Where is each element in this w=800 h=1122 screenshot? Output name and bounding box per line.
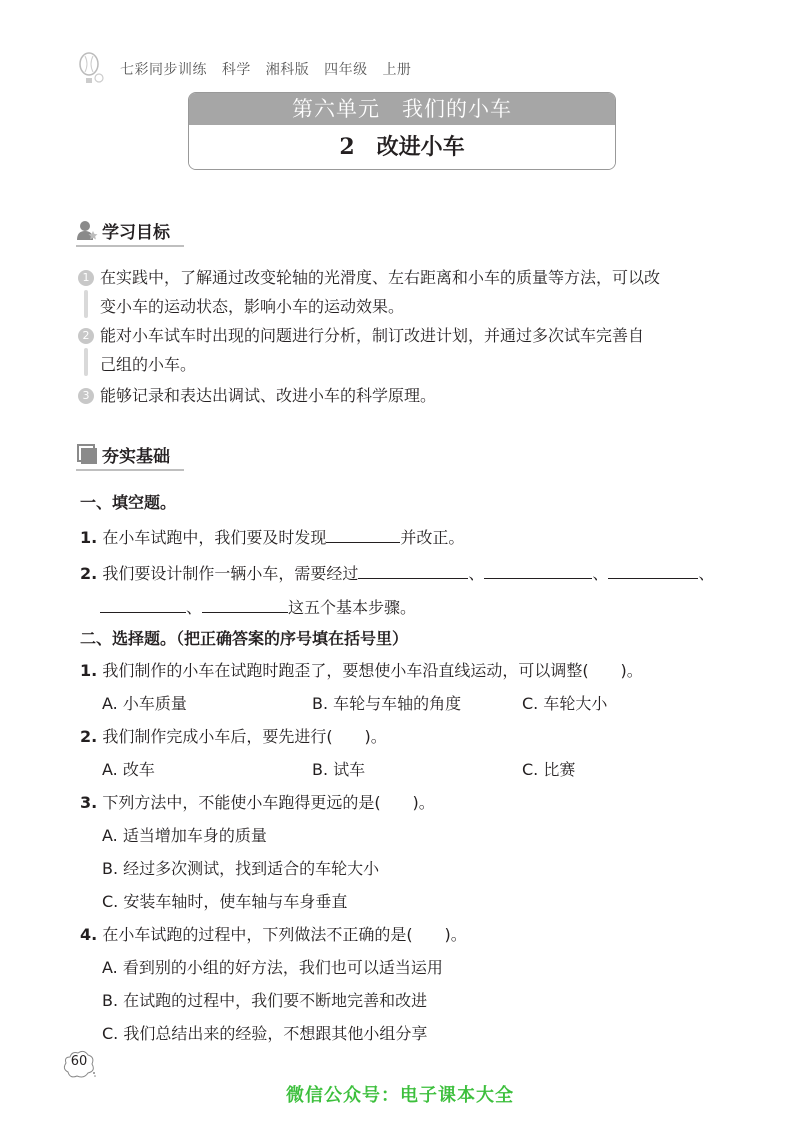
title-box — [188, 92, 616, 170]
option[interactable]: A. 适当增加车身的质量 — [102, 826, 267, 845]
footer-watermark: 微信公众号：电子课本大全 — [286, 1085, 514, 1106]
option[interactable]: C. 我们总结出来的经验，不想跟其他小组分享 — [102, 1024, 428, 1043]
objectives-heading: 学习目标 — [102, 223, 170, 243]
option[interactable]: A. 改车 — [102, 760, 155, 779]
separator: 、 — [592, 564, 609, 583]
header-grade: 四年级 — [324, 62, 368, 78]
separator: 、 — [186, 598, 203, 617]
objective-number: 2 — [78, 328, 94, 344]
objective-text: 变小车的运动状态，影响小车的运动效果。 — [100, 297, 405, 316]
objective-text: 己组的小车。 — [100, 355, 197, 374]
choice-question-2 — [80, 725, 387, 749]
choice-question-3 — [80, 791, 435, 815]
question-number: 2. — [80, 727, 98, 746]
objective-number: 3 — [78, 388, 94, 404]
question-text: 在小车试跑中，我们要及时发现 — [102, 528, 327, 547]
header-subject: 科学 — [221, 62, 251, 78]
fill-heading: 一、填空题。 — [80, 493, 177, 512]
question-number: 3. — [80, 793, 98, 812]
answer-blank[interactable] — [484, 560, 592, 579]
question-stem: 下列方法中，不能使小车跑得更远的是( )。 — [102, 793, 435, 812]
option[interactable]: A. 看到别的小组的好方法，我们也可以适当运用 — [102, 958, 443, 977]
question-stem: 我们制作的小车在试跑时跑歪了，要想使小车沿直线运动，可以调整( )。 — [102, 661, 643, 680]
question-number: 4. — [80, 925, 98, 944]
answer-blank[interactable] — [326, 524, 400, 543]
question-stem: 在小车试跑的过程中，下列做法不正确的是( )。 — [102, 925, 467, 944]
book-icon — [76, 443, 98, 465]
answer-blank[interactable] — [202, 594, 288, 613]
page-number: 60 — [70, 1054, 88, 1069]
question-text: 我们要设计制作一辆小车，需要经过 — [102, 564, 359, 583]
separator: 、 — [698, 564, 715, 583]
header-series: 七彩同步训练 — [120, 62, 207, 78]
option[interactable]: C. 比赛 — [522, 760, 576, 779]
objective-text: 在实践中，了解通过改变轮轴的光滑度、左右距离和小车的质量等方法，可以改 — [100, 268, 661, 287]
option[interactable]: B. 试车 — [312, 760, 366, 779]
choice-heading: 二、选择题。（把正确答案的序号填在括号里） — [80, 629, 409, 648]
question-text: 并改正。 — [400, 528, 465, 547]
fill-question-2 — [80, 560, 714, 586]
answer-blank[interactable] — [358, 560, 468, 579]
objective-text: 能够记录和表达出调试、改进小车的科学原理。 — [100, 386, 437, 405]
question-text: 这五个基本步骤。 — [288, 598, 417, 617]
question-stem: 我们制作完成小车后，要先进行( )。 — [102, 727, 387, 746]
answer-blank[interactable] — [100, 594, 186, 613]
balloon-logo-icon — [78, 52, 104, 86]
objective-bar — [84, 290, 88, 318]
question-number: 1. — [80, 528, 98, 547]
answer-blank[interactable] — [608, 560, 698, 579]
question-number: 1. — [80, 661, 98, 680]
option[interactable]: C. 车轮大小 — [522, 694, 608, 713]
choice-question-4 — [80, 923, 467, 947]
choice-question-1 — [80, 659, 643, 683]
header-edition: 湘科版 — [265, 62, 310, 78]
objective-bar — [84, 348, 88, 376]
unit-title: 第六单元 我们的小车 — [189, 93, 615, 125]
objectives-underline — [76, 245, 184, 247]
option[interactable]: B. 经过多次测试，找到适合的车轮大小 — [102, 859, 380, 878]
option[interactable]: A. 小车质量 — [102, 694, 187, 713]
option[interactable]: C. 安装车轴时，使车轴与车身垂直 — [102, 892, 348, 911]
header-text — [120, 59, 411, 79]
basics-heading: 夯实基础 — [102, 447, 170, 467]
header-volume: 上册 — [382, 62, 412, 78]
separator: 、 — [468, 564, 485, 583]
basics-underline — [76, 469, 184, 471]
student-star-icon — [76, 219, 98, 241]
lesson-title: 2 改进小车 — [189, 125, 615, 169]
fill-question-1 — [80, 524, 464, 550]
option[interactable]: B. 车轮与车轴的角度 — [312, 694, 462, 713]
question-number: 2. — [80, 564, 98, 583]
fill-question-2-cont — [100, 594, 416, 620]
option[interactable]: B. 在试跑的过程中，我们要不断地完善和改进 — [102, 991, 428, 1010]
objective-number: 1 — [78, 270, 94, 286]
objective-text: 能对小车试车时出现的问题进行分析，制订改进计划，并通过多次试车完善自 — [100, 326, 645, 345]
